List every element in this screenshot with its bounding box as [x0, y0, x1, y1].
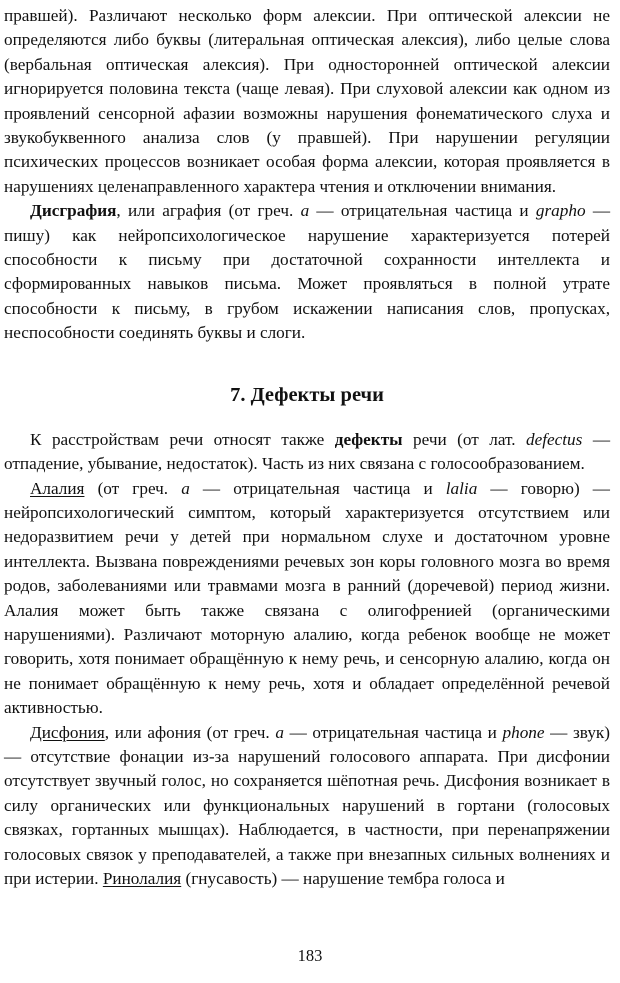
text-span: — пишу) как нейропсихологическое нарушение характеризуется потерей способности к письму при достаточной сохранности интеллекта и сформированных навыков письма. Может проявляться в полной утрате способности к письму, в грубом искажении написания слов, пропусках, неспособности соединять буквы и слоги.	[4, 201, 611, 343]
term-defects: дефекты	[334, 429, 403, 449]
text-span: , или афония (от греч.	[104, 722, 276, 742]
paragraph-alalia	[4, 477, 610, 721]
text-span: — говорю) — нейропсихологический симптом, который характеризуется отсутствием или недоразвитием речи у детей при нормальном слухе и достаточном уровне интеллекта. Вызвана повреждениями речевых зон коры головного мозга во время родов, заболеваниями или травмами мозга в ранний (доречевой) период жизни. Алалия может быть также связана с олигофренией (органическими нарушениями). Различают моторную алалию, когда ребенок вообще не может говорить, хотя понимает обращённую к нему речь, и сенсорную алалию, когда он не понимает обращённую к нему речь, хотя и обладает определённой речевой активностью.	[4, 478, 610, 718]
text-span: — отрицательная частица и	[189, 478, 446, 498]
greek-word-lalia: lalia	[445, 478, 478, 498]
paragraph-speech-defects	[4, 428, 610, 477]
text-span: — звук) — отсутствие фонации из-за нарушений голосового аппарата. При дисфонии отсутствует звучный голос, но сохраняется шёпотная речь. Дисфония возникает в силу органических или функциональных нарушений в гортани (голосовых связках, гортанных мышцах). Наблюдается, в частности, при перенапряжении голосовых связок у преподавателей, а также при внезапных сильных волнениях и при истерии.	[4, 722, 610, 888]
term-rhinolalia: Ринолалия	[102, 869, 182, 888]
latin-word-defectus: defectus	[526, 429, 583, 449]
greek-word-phone: phone	[502, 722, 545, 742]
text-span: К расстройствам речи относят также	[30, 429, 335, 449]
greek-word-a: a	[300, 201, 310, 221]
section-title: 7. Дефекты речи	[230, 383, 384, 406]
greek-word-grapho: grapho	[535, 201, 586, 221]
term-dysgraphia: Дисграфия	[30, 201, 117, 221]
paragraph-dysgraphia	[4, 199, 610, 345]
paragraph-dysphonia	[4, 721, 610, 892]
term-alalia: Алалия	[30, 478, 85, 498]
text-span: (от греч.	[84, 478, 182, 498]
greek-word-a: a	[181, 478, 190, 498]
text-span: — отрицательная частица и	[309, 201, 536, 221]
text-span: — отпадение, убывание, недостаток). Часть из них связана с голосообразованием.	[4, 429, 611, 474]
text-span: (гнусавость) — нарушение тембра голоса и	[181, 869, 505, 888]
text-span: — отрицательная частица и	[283, 722, 503, 742]
text-span: речи (от лат.	[402, 429, 527, 449]
page-number: 183	[297, 946, 323, 965]
paragraph-alexia: правшей). Различают несколько форм алексии. При оптической алексии не определяются либо буквы (литеральная оптическая алексия), либо целые слова (вербальная оптическая алексия). При односторонней оптической алексии игнорируется половина текста (чаще левая). При слуховой алексии как одном из проявлений сенсорной афазии возможны нарушения фонематического слуха и звукобуквенного анализа слов (у правшей). При нарушении регуляции психических процессов возникает особая форма алексии, которая проявляется в нарушениях целенаправленного характера чтения и отключении внимания.	[4, 6, 610, 196]
term-dysphonia: Дисфония	[30, 722, 105, 742]
text-span: , или аграфия (от греч.	[116, 201, 301, 221]
greek-word-a: a	[275, 722, 284, 742]
